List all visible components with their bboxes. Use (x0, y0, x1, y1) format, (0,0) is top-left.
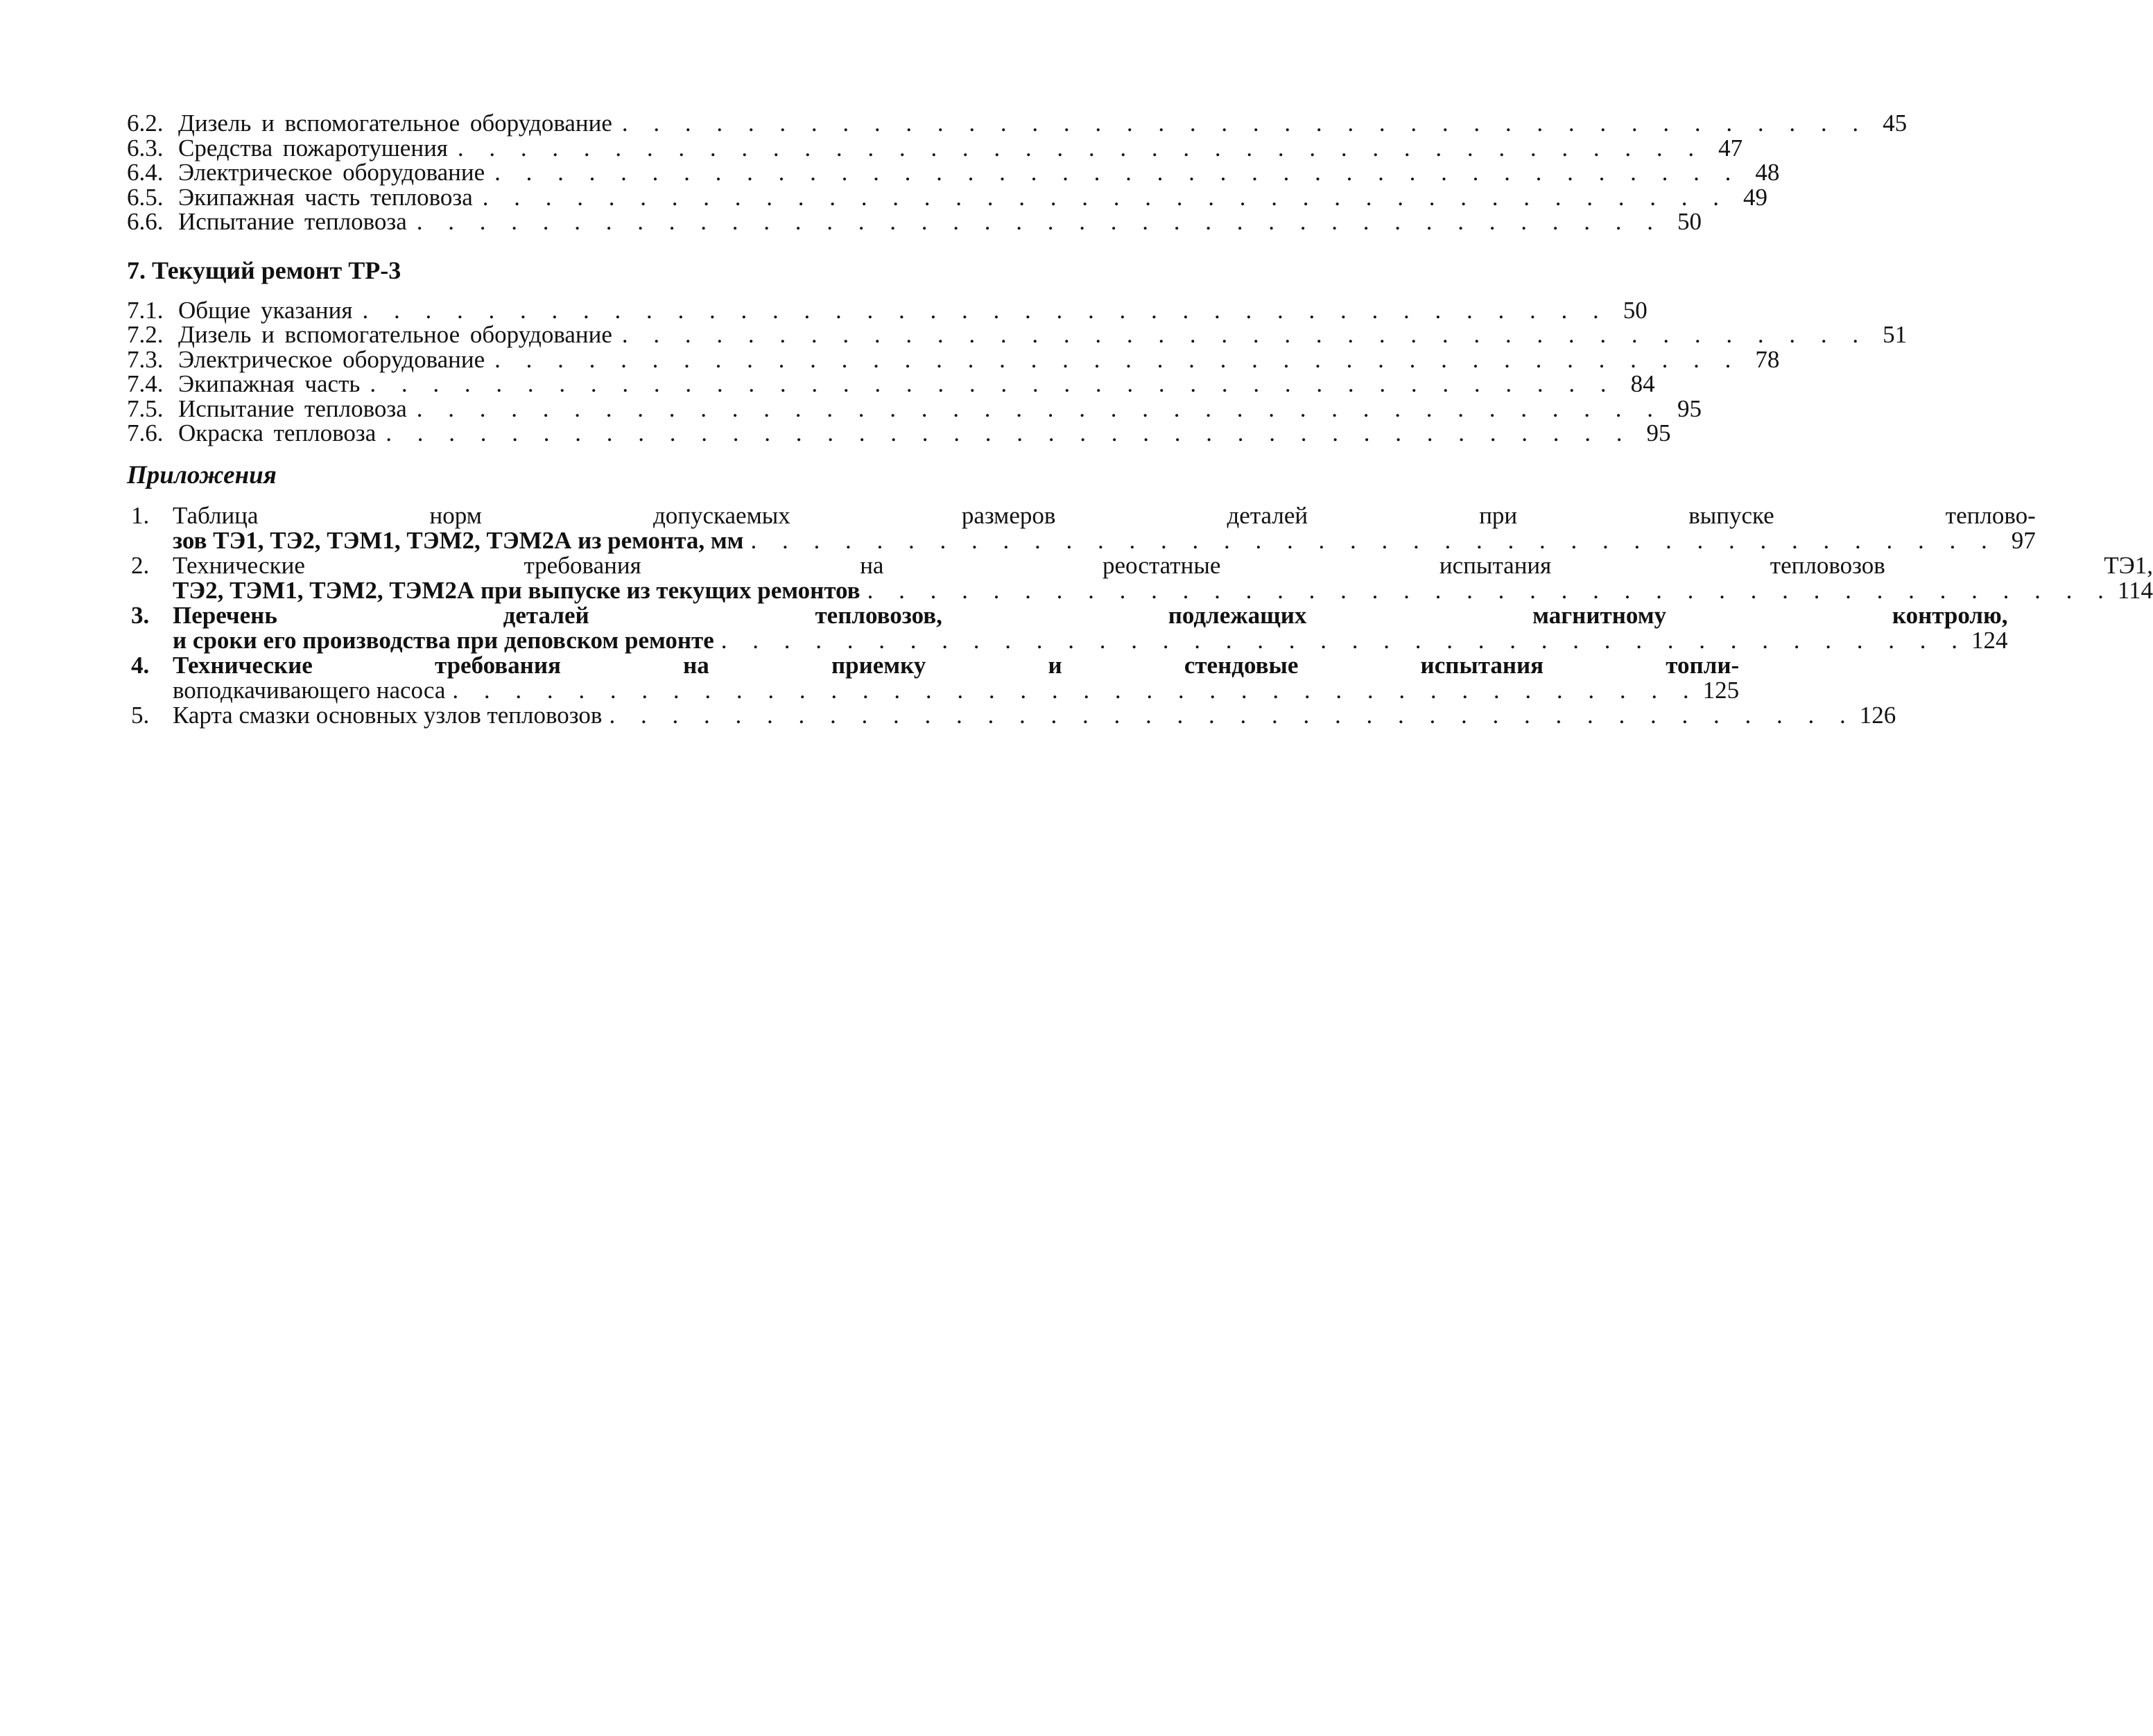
toc-page (127, 110, 2153, 729)
toc-entry (127, 321, 1908, 348)
toc-entry-page: 51 (1883, 321, 1908, 348)
toc-entry (127, 296, 1648, 324)
appendix-number: 5. (131, 701, 150, 729)
section-7-heading: 7. Текущий ремонт ТР-3 (127, 256, 401, 284)
appendix-title-line: Технические требования на реостатные испытания тепловозов ТЭ1, (173, 551, 2153, 579)
appendix-title-line: зов ТЭ1, ТЭ2, ТЭМ1, ТЭМ2, ТЭМ2А из ремонта, мм (173, 526, 744, 554)
appendix-number: 4. (131, 651, 150, 679)
toc-entry-page: 49 (1743, 183, 1768, 211)
toc-leader-dots: . . . . . . . . . . . . . . . . . . . . . . . . . . . . . . . . . . . . . . . . (720, 626, 1967, 654)
toc-entry-number: 6.5. (127, 183, 164, 211)
toc-leader-dots: . . . . . . . . . . . . . . . . . . . . . . . . . . . . . . . . . . . . . . . . (621, 321, 1869, 348)
toc-entry-title: Дизель и вспомогательное оборудование (178, 321, 612, 348)
toc-entry (127, 419, 1671, 446)
toc-entry (127, 370, 1655, 397)
appendix-title-line: и сроки его производства при деповском ремонте (173, 626, 714, 654)
toc-section-7 (127, 296, 1908, 446)
appendix-page: 126 (1859, 701, 1896, 729)
appendix-page: 125 (1702, 676, 1740, 704)
appendix-page: 97 (2011, 526, 2036, 554)
toc-entry-title: Испытание тепловоза (178, 394, 407, 422)
toc-entry-number: 7.3. (127, 345, 164, 373)
toc-entry-number: 6.3. (127, 134, 164, 162)
toc-entry-number: 7.2. (127, 321, 164, 348)
toc-entry-number: 7.5. (127, 394, 164, 422)
toc-entry-page: 78 (1755, 345, 1780, 373)
toc-leader-dots: . . . . . . . . . . . . . . . . . . . . . . . . . . . . . . . . . . . . . . . . (362, 296, 1609, 324)
toc-entry-number: 6.2. (127, 110, 164, 137)
toc-entry-title: Электрическое оборудование (178, 345, 485, 373)
toc-entry (127, 394, 1702, 422)
appendix-entry (127, 601, 2008, 654)
toc-entry-page: 47 (1718, 134, 1743, 162)
toc-section-6 (127, 110, 1908, 235)
appendix-number: 2. (131, 551, 150, 579)
toc-leader-dots: . . . . . . . . . . . . . . . . . . . . . . . . . . . . . . . . . . . . . . . . (416, 208, 1663, 235)
appendix-entry (127, 551, 2153, 604)
toc-leader-dots: . . . . . . . . . . . . . . . . . . . . . . . . . . . . . . . . . . . . . . . . (482, 183, 1729, 211)
toc-entry (127, 208, 1702, 235)
toc-leader-dots: . . . . . . . . . . . . . . . . . . . . . . . . . . . . . . . . . . . . . . . . (370, 370, 1616, 397)
appendix-title-line: воподкачивающего насоса (173, 676, 446, 704)
toc-entry-page: 84 (1630, 370, 1655, 397)
toc-appendices (127, 501, 2153, 729)
appendix-entry (127, 701, 1896, 729)
appendix-number: 1. (131, 501, 150, 529)
toc-entry (127, 110, 1908, 137)
toc-entry-page: 48 (1755, 159, 1780, 186)
toc-entry (127, 345, 1780, 373)
toc-leader-dots: . . . . . . . . . . . . . . . . . . . . . . . . . . . . . . . . . . . . . . . . (494, 345, 1741, 373)
appendix-title-line: Таблица норм допускаемых размеров деталей при выпуске теплово- (173, 501, 2036, 529)
toc-entry-title: Испытание тепловоза (178, 208, 407, 235)
toc-entry-number: 6.4. (127, 159, 164, 186)
appendix-title-line: Технические требования на приемку и стендовые испытания топли- (173, 651, 1740, 679)
toc-entry-number: 7.4. (127, 370, 164, 397)
toc-leader-dots: . . . . . . . . . . . . . . . . . . . . . . . . . . . . . . . . . . . . . . . . (609, 701, 1856, 729)
toc-entry-page: 95 (1677, 394, 1702, 422)
toc-entry-page: 50 (1677, 208, 1702, 235)
appendix-title-line: ТЭ2, ТЭМ1, ТЭМ2, ТЭМ2А при выпуске из текущих ремонтов (173, 576, 861, 604)
toc-leader-dots: . . . . . . . . . . . . . . . . . . . . . . . . . . . . . . . . . . . . . . . . (452, 676, 1699, 704)
toc-entry-title: Экипажная часть (178, 370, 361, 397)
toc-entry-title: Общие указания (178, 296, 353, 324)
toc-entry (127, 159, 1780, 186)
toc-entry-number: 6.6. (127, 208, 164, 235)
toc-leader-dots: . . . . . . . . . . . . . . . . . . . . . . . . . . . . . . . . . . . . . . . . (386, 419, 1632, 446)
toc-entry-number: 7.1. (127, 296, 164, 324)
toc-entry-title: Окраска тепловоза (178, 419, 377, 446)
toc-leader-dots: . . . . . . . . . . . . . . . . . . . . . . . . . . . . . . . . . . . . . . . . (867, 576, 2113, 604)
toc-leader-dots: . . . . . . . . . . . . . . . . . . . . . . . . . . . . . . . . . . . . . . . . (494, 159, 1741, 186)
toc-leader-dots: . . . . . . . . . . . . . . . . . . . . . . . . . . . . . . . . . . . . . . . . (621, 110, 1869, 137)
toc-entry-page: 50 (1623, 296, 1648, 324)
toc-entry-number: 7.6. (127, 419, 164, 446)
appendix-title-line: Карта смазки основных узлов тепловозов (173, 701, 603, 729)
appendices-heading: Приложения (127, 460, 277, 489)
appendix-title-line: Перечень деталей тепловозов, подлежащих магнитному контролю, (173, 601, 2008, 629)
appendix-page: 124 (1971, 626, 2008, 654)
appendix-page: 114 (2117, 576, 2153, 604)
toc-entry-title: Экипажная часть тепловоза (178, 183, 473, 211)
toc-leader-dots: . . . . . . . . . . . . . . . . . . . . . . . . . . . . . . . . . . . . . . . . (750, 526, 1997, 554)
toc-leader-dots: . . . . . . . . . . . . . . . . . . . . . . . . . . . . . . . . . . . . . . . . (416, 394, 1663, 422)
toc-entry-title: Дизель и вспомогательное оборудование (178, 110, 612, 137)
toc-entry-title: Средства пожаротушения (178, 134, 448, 162)
toc-entry (127, 134, 1743, 162)
toc-leader-dots: . . . . . . . . . . . . . . . . . . . . . . . . . . . . . . . . . . . . . . . . (457, 134, 1704, 162)
toc-entry-page: 45 (1883, 110, 1908, 137)
appendix-entry (127, 501, 2036, 554)
toc-entry-title: Электрическое оборудование (178, 159, 485, 186)
toc-entry (127, 183, 1768, 211)
appendix-number: 3. (131, 601, 150, 629)
toc-entry-page: 95 (1646, 419, 1671, 446)
appendix-entry (127, 651, 1740, 704)
